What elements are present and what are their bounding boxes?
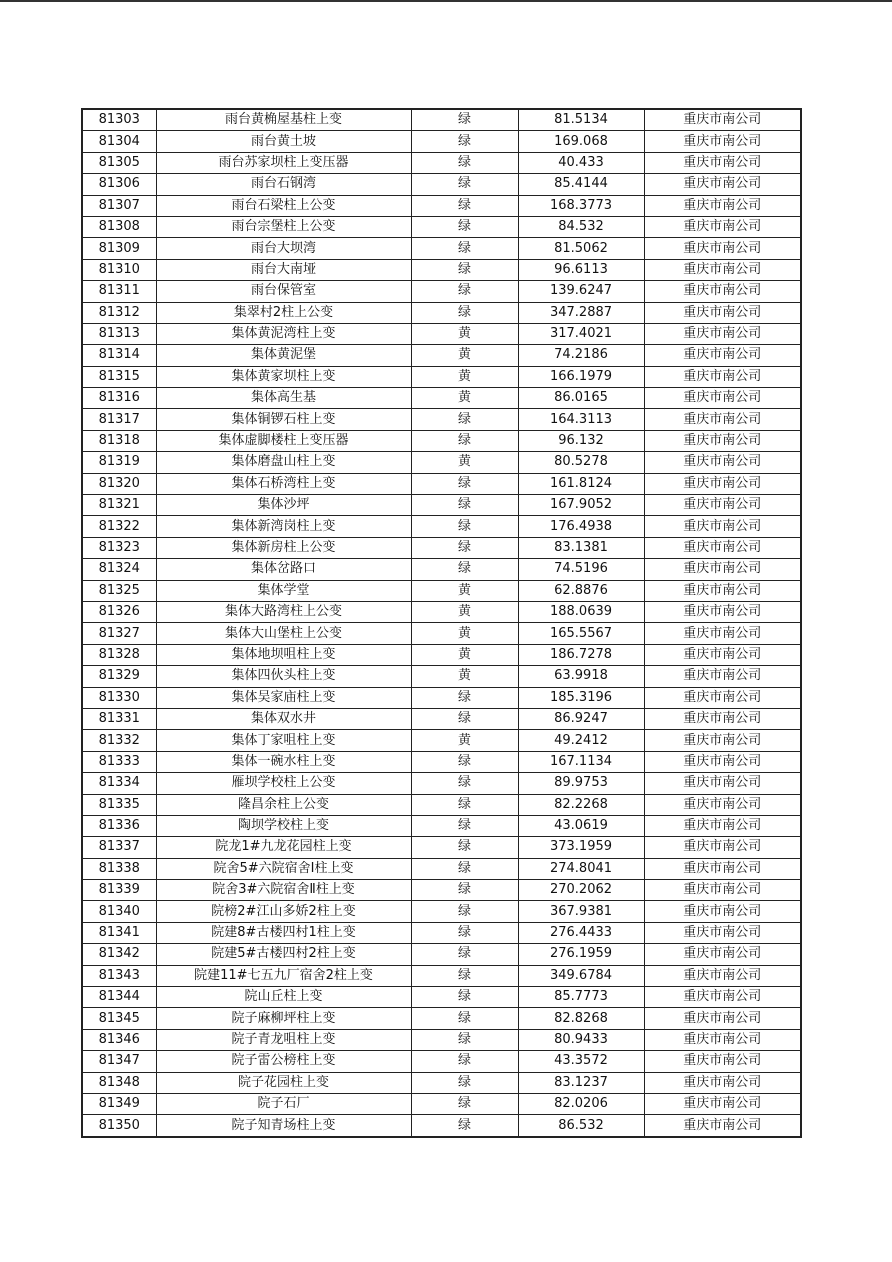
status-cell: 黄: [411, 366, 518, 387]
name-cell: 集体大山堡柱上公变: [156, 623, 411, 644]
name-cell: 集体铜锣石柱上变: [156, 409, 411, 430]
id-cell: 81332: [82, 730, 156, 751]
id-cell: 81317: [82, 409, 156, 430]
status-cell: 黄: [411, 323, 518, 344]
value-cell: 96.132: [518, 430, 644, 451]
id-cell: 81331: [82, 708, 156, 729]
company-cell: 重庆市南公司: [644, 259, 801, 280]
id-cell: 81349: [82, 1093, 156, 1114]
status-cell: 绿: [411, 216, 518, 237]
company-cell: 重庆市南公司: [644, 537, 801, 558]
company-cell: 重庆市南公司: [644, 580, 801, 601]
company-cell: 重庆市南公司: [644, 965, 801, 986]
status-cell: 绿: [411, 922, 518, 943]
table-row: [82, 473, 801, 494]
id-cell: 81316: [82, 388, 156, 409]
status-cell: 绿: [411, 987, 518, 1008]
name-cell: 集体虚脚楼柱上变压器: [156, 430, 411, 451]
company-cell: 重庆市南公司: [644, 815, 801, 836]
status-cell: 绿: [411, 858, 518, 879]
id-cell: 81326: [82, 601, 156, 622]
name-cell: 集体双水井: [156, 708, 411, 729]
company-cell: 重庆市南公司: [644, 794, 801, 815]
company-cell: 重庆市南公司: [644, 174, 801, 195]
id-cell: 81340: [82, 901, 156, 922]
status-cell: 黄: [411, 388, 518, 409]
name-cell: 雨台宗堡柱上公变: [156, 216, 411, 237]
name-cell: 集体新湾岗柱上变: [156, 516, 411, 537]
company-cell: 重庆市南公司: [644, 1051, 801, 1072]
page-top-border: [0, 0, 892, 2]
name-cell: 院榜2#江山多娇2柱上变: [156, 901, 411, 922]
value-cell: 164.3113: [518, 409, 644, 430]
value-cell: 317.4021: [518, 323, 644, 344]
value-cell: 74.5196: [518, 559, 644, 580]
name-cell: 院子雷公榜柱上变: [156, 1051, 411, 1072]
id-cell: 81348: [82, 1072, 156, 1093]
value-cell: 373.1959: [518, 837, 644, 858]
status-cell: 绿: [411, 1072, 518, 1093]
status-cell: 绿: [411, 751, 518, 772]
company-cell: 重庆市南公司: [644, 773, 801, 794]
id-cell: 81325: [82, 580, 156, 601]
id-cell: 81308: [82, 216, 156, 237]
name-cell: 集体磨盘山柱上变: [156, 452, 411, 473]
value-cell: 276.1959: [518, 944, 644, 965]
id-cell: 81327: [82, 623, 156, 644]
value-cell: 349.6784: [518, 965, 644, 986]
status-cell: 黄: [411, 623, 518, 644]
name-cell: 院建11#七五九厂宿舍2柱上变: [156, 965, 411, 986]
status-cell: 绿: [411, 773, 518, 794]
name-cell: 雨台黄桷屋基柱上变: [156, 109, 411, 131]
value-cell: 63.9918: [518, 666, 644, 687]
id-cell: 81307: [82, 195, 156, 216]
id-cell: 81338: [82, 858, 156, 879]
table-row: [82, 516, 801, 537]
id-cell: 81334: [82, 773, 156, 794]
value-cell: 49.2412: [518, 730, 644, 751]
value-cell: 188.0639: [518, 601, 644, 622]
table-body: [82, 109, 801, 1137]
company-cell: 重庆市南公司: [644, 687, 801, 708]
table-row: [82, 794, 801, 815]
status-cell: 绿: [411, 901, 518, 922]
value-cell: 176.4938: [518, 516, 644, 537]
table-row: [82, 1115, 801, 1137]
table-row: [82, 109, 801, 131]
value-cell: 186.7278: [518, 644, 644, 665]
value-cell: 367.9381: [518, 901, 644, 922]
id-cell: 81341: [82, 922, 156, 943]
name-cell: 集体黄家坝柱上变: [156, 366, 411, 387]
name-cell: 雨台石梁柱上公变: [156, 195, 411, 216]
table-row: [82, 452, 801, 473]
table-row: [82, 152, 801, 173]
table-row: [82, 837, 801, 858]
status-cell: 绿: [411, 708, 518, 729]
status-cell: 绿: [411, 195, 518, 216]
company-cell: 重庆市南公司: [644, 216, 801, 237]
value-cell: 168.3773: [518, 195, 644, 216]
company-cell: 重庆市南公司: [644, 323, 801, 344]
company-cell: 重庆市南公司: [644, 858, 801, 879]
company-cell: 重庆市南公司: [644, 922, 801, 943]
value-cell: 80.9433: [518, 1029, 644, 1050]
table-row: [82, 537, 801, 558]
table-row: [82, 259, 801, 280]
status-cell: 绿: [411, 259, 518, 280]
company-cell: 重庆市南公司: [644, 901, 801, 922]
status-cell: 黄: [411, 666, 518, 687]
name-cell: 院子石厂: [156, 1093, 411, 1114]
company-cell: 重庆市南公司: [644, 837, 801, 858]
company-cell: 重庆市南公司: [644, 1072, 801, 1093]
id-cell: 81328: [82, 644, 156, 665]
status-cell: 绿: [411, 430, 518, 451]
company-cell: 重庆市南公司: [644, 751, 801, 772]
status-cell: 绿: [411, 516, 518, 537]
company-cell: 重庆市南公司: [644, 1008, 801, 1029]
table-row: [82, 302, 801, 323]
value-cell: 86.0165: [518, 388, 644, 409]
value-cell: 185.3196: [518, 687, 644, 708]
name-cell: 院龙1#九龙花园柱上变: [156, 837, 411, 858]
status-cell: 绿: [411, 1093, 518, 1114]
status-cell: 绿: [411, 537, 518, 558]
status-cell: 绿: [411, 473, 518, 494]
name-cell: 院建5#古楼四村2柱上变: [156, 944, 411, 965]
table-row: [82, 623, 801, 644]
company-cell: 重庆市南公司: [644, 238, 801, 259]
id-cell: 81342: [82, 944, 156, 965]
name-cell: 集体丁家咀柱上变: [156, 730, 411, 751]
id-cell: 81304: [82, 131, 156, 152]
value-cell: 84.532: [518, 216, 644, 237]
value-cell: 62.8876: [518, 580, 644, 601]
id-cell: 81312: [82, 302, 156, 323]
company-cell: 重庆市南公司: [644, 944, 801, 965]
value-cell: 85.4144: [518, 174, 644, 195]
id-cell: 81347: [82, 1051, 156, 1072]
name-cell: 雨台黄土坡: [156, 131, 411, 152]
id-cell: 81345: [82, 1008, 156, 1029]
table-row: [82, 409, 801, 430]
name-cell: 雁坝学校柱上公变: [156, 773, 411, 794]
id-cell: 81335: [82, 794, 156, 815]
value-cell: 89.9753: [518, 773, 644, 794]
status-cell: 绿: [411, 174, 518, 195]
id-cell: 81324: [82, 559, 156, 580]
id-cell: 81333: [82, 751, 156, 772]
status-cell: 绿: [411, 131, 518, 152]
table-row: [82, 238, 801, 259]
name-cell: 集体新房柱上公变: [156, 537, 411, 558]
value-cell: 161.8124: [518, 473, 644, 494]
value-cell: 347.2887: [518, 302, 644, 323]
table-row: [82, 987, 801, 1008]
company-cell: 重庆市南公司: [644, 109, 801, 131]
name-cell: 院子知青场柱上变: [156, 1115, 411, 1137]
name-cell: 集体黄泥湾柱上变: [156, 323, 411, 344]
status-cell: 绿: [411, 238, 518, 259]
id-cell: 81330: [82, 687, 156, 708]
table-row: [82, 922, 801, 943]
name-cell: 院子花园柱上变: [156, 1072, 411, 1093]
name-cell: 雨台保管室: [156, 281, 411, 302]
status-cell: 绿: [411, 837, 518, 858]
name-cell: 集体黄泥堡: [156, 345, 411, 366]
value-cell: 83.1381: [518, 537, 644, 558]
status-cell: 黄: [411, 452, 518, 473]
value-cell: 167.9052: [518, 495, 644, 516]
table-row: [82, 730, 801, 751]
name-cell: 集体学堂: [156, 580, 411, 601]
status-cell: 绿: [411, 1029, 518, 1050]
status-cell: 黄: [411, 730, 518, 751]
table-row: [82, 666, 801, 687]
table-row: [82, 1008, 801, 1029]
table-row: [82, 687, 801, 708]
id-cell: 81320: [82, 473, 156, 494]
table-row: [82, 195, 801, 216]
value-cell: 270.2062: [518, 880, 644, 901]
company-cell: 重庆市南公司: [644, 987, 801, 1008]
name-cell: 陶坝学校柱上变: [156, 815, 411, 836]
status-cell: 黄: [411, 601, 518, 622]
status-cell: 绿: [411, 965, 518, 986]
id-cell: 81329: [82, 666, 156, 687]
company-cell: 重庆市南公司: [644, 623, 801, 644]
value-cell: 40.433: [518, 152, 644, 173]
value-cell: 86.9247: [518, 708, 644, 729]
table-row: [82, 644, 801, 665]
company-cell: 重庆市南公司: [644, 473, 801, 494]
id-cell: 81318: [82, 430, 156, 451]
company-cell: 重庆市南公司: [644, 644, 801, 665]
value-cell: 167.1134: [518, 751, 644, 772]
value-cell: 43.0619: [518, 815, 644, 836]
id-cell: 81337: [82, 837, 156, 858]
table-row: [82, 559, 801, 580]
table-row: [82, 773, 801, 794]
name-cell: 集体地坝咀柱上变: [156, 644, 411, 665]
value-cell: 82.0206: [518, 1093, 644, 1114]
table-row: [82, 708, 801, 729]
name-cell: 隆昌余柱上公变: [156, 794, 411, 815]
name-cell: 院子青龙咀柱上变: [156, 1029, 411, 1050]
name-cell: 院建8#古楼四村1柱上变: [156, 922, 411, 943]
name-cell: 集体大路湾柱上公变: [156, 601, 411, 622]
table-row: [82, 131, 801, 152]
table-row: [82, 1051, 801, 1072]
name-cell: 雨台大南垭: [156, 259, 411, 280]
table-row: [82, 1072, 801, 1093]
id-cell: 81323: [82, 537, 156, 558]
company-cell: 重庆市南公司: [644, 516, 801, 537]
company-cell: 重庆市南公司: [644, 366, 801, 387]
name-cell: 雨台苏家坝柱上变压器: [156, 152, 411, 173]
value-cell: 139.6247: [518, 281, 644, 302]
company-cell: 重庆市南公司: [644, 1093, 801, 1114]
company-cell: 重庆市南公司: [644, 601, 801, 622]
name-cell: 集体岔路口: [156, 559, 411, 580]
company-cell: 重庆市南公司: [644, 388, 801, 409]
value-cell: 85.7773: [518, 987, 644, 1008]
table-row: [82, 495, 801, 516]
value-cell: 276.4433: [518, 922, 644, 943]
id-cell: 81321: [82, 495, 156, 516]
company-cell: 重庆市南公司: [644, 430, 801, 451]
id-cell: 81305: [82, 152, 156, 173]
id-cell: 81313: [82, 323, 156, 344]
company-cell: 重庆市南公司: [644, 452, 801, 473]
company-cell: 重庆市南公司: [644, 345, 801, 366]
company-cell: 重庆市南公司: [644, 195, 801, 216]
id-cell: 81309: [82, 238, 156, 259]
value-cell: 274.8041: [518, 858, 644, 879]
id-cell: 81350: [82, 1115, 156, 1137]
value-cell: 169.068: [518, 131, 644, 152]
value-cell: 166.1979: [518, 366, 644, 387]
id-cell: 81322: [82, 516, 156, 537]
company-cell: 重庆市南公司: [644, 730, 801, 751]
status-cell: 绿: [411, 1115, 518, 1137]
status-cell: 黄: [411, 644, 518, 665]
value-cell: 74.2186: [518, 345, 644, 366]
value-cell: 82.8268: [518, 1008, 644, 1029]
id-cell: 81339: [82, 880, 156, 901]
status-cell: 黄: [411, 345, 518, 366]
company-cell: 重庆市南公司: [644, 1029, 801, 1050]
data-table: [81, 108, 802, 1138]
value-cell: 86.532: [518, 1115, 644, 1137]
table-row: [82, 345, 801, 366]
id-cell: 81310: [82, 259, 156, 280]
id-cell: 81336: [82, 815, 156, 836]
table-row: [82, 366, 801, 387]
table-row: [82, 751, 801, 772]
id-cell: 81311: [82, 281, 156, 302]
value-cell: 82.2268: [518, 794, 644, 815]
table-row: [82, 815, 801, 836]
value-cell: 81.5134: [518, 109, 644, 131]
name-cell: 院舍3#六院宿舍Ⅱ柱上变: [156, 880, 411, 901]
company-cell: 重庆市南公司: [644, 666, 801, 687]
status-cell: 绿: [411, 1008, 518, 1029]
status-cell: 绿: [411, 815, 518, 836]
id-cell: 81343: [82, 965, 156, 986]
id-cell: 81344: [82, 987, 156, 1008]
value-cell: 83.1237: [518, 1072, 644, 1093]
table-row: [82, 944, 801, 965]
id-cell: 81346: [82, 1029, 156, 1050]
status-cell: 绿: [411, 1051, 518, 1072]
name-cell: 院舍5#六院宿舍Ⅰ柱上变: [156, 858, 411, 879]
company-cell: 重庆市南公司: [644, 152, 801, 173]
id-cell: 81319: [82, 452, 156, 473]
value-cell: 81.5062: [518, 238, 644, 259]
name-cell: 集体石桥湾柱上变: [156, 473, 411, 494]
company-cell: 重庆市南公司: [644, 409, 801, 430]
name-cell: 集体一碗水柱上变: [156, 751, 411, 772]
status-cell: 绿: [411, 152, 518, 173]
company-cell: 重庆市南公司: [644, 1115, 801, 1137]
name-cell: 集体吴家庙柱上变: [156, 687, 411, 708]
status-cell: 绿: [411, 944, 518, 965]
table-row: [82, 580, 801, 601]
id-cell: 81303: [82, 109, 156, 131]
name-cell: 雨台大坝湾: [156, 238, 411, 259]
id-cell: 81314: [82, 345, 156, 366]
status-cell: 绿: [411, 409, 518, 430]
company-cell: 重庆市南公司: [644, 495, 801, 516]
status-cell: 绿: [411, 109, 518, 131]
table-row: [82, 880, 801, 901]
value-cell: 165.5567: [518, 623, 644, 644]
name-cell: 集体四伙头柱上变: [156, 666, 411, 687]
table-row: [82, 901, 801, 922]
company-cell: 重庆市南公司: [644, 708, 801, 729]
status-cell: 黄: [411, 580, 518, 601]
status-cell: 绿: [411, 495, 518, 516]
company-cell: 重庆市南公司: [644, 131, 801, 152]
value-cell: 80.5278: [518, 452, 644, 473]
id-cell: 81306: [82, 174, 156, 195]
table-row: [82, 216, 801, 237]
name-cell: 集翠村2柱上公变: [156, 302, 411, 323]
table-row: [82, 388, 801, 409]
table-row: [82, 323, 801, 344]
company-cell: 重庆市南公司: [644, 281, 801, 302]
table-row: [82, 1029, 801, 1050]
status-cell: 绿: [411, 281, 518, 302]
status-cell: 绿: [411, 794, 518, 815]
company-cell: 重庆市南公司: [644, 559, 801, 580]
name-cell: 院子麻柳坪柱上变: [156, 1008, 411, 1029]
id-cell: 81315: [82, 366, 156, 387]
name-cell: 院山丘柱上变: [156, 987, 411, 1008]
company-cell: 重庆市南公司: [644, 880, 801, 901]
name-cell: 集体高生基: [156, 388, 411, 409]
table-row: [82, 1093, 801, 1114]
name-cell: 雨台石钢湾: [156, 174, 411, 195]
table-row: [82, 601, 801, 622]
name-cell: 集体沙坪: [156, 495, 411, 516]
value-cell: 43.3572: [518, 1051, 644, 1072]
value-cell: 96.6113: [518, 259, 644, 280]
table-row: [82, 281, 801, 302]
status-cell: 绿: [411, 687, 518, 708]
table-row: [82, 858, 801, 879]
table-row: [82, 430, 801, 451]
table-row: [82, 965, 801, 986]
company-cell: 重庆市南公司: [644, 302, 801, 323]
table-row: [82, 174, 801, 195]
status-cell: 绿: [411, 559, 518, 580]
status-cell: 绿: [411, 302, 518, 323]
status-cell: 绿: [411, 880, 518, 901]
